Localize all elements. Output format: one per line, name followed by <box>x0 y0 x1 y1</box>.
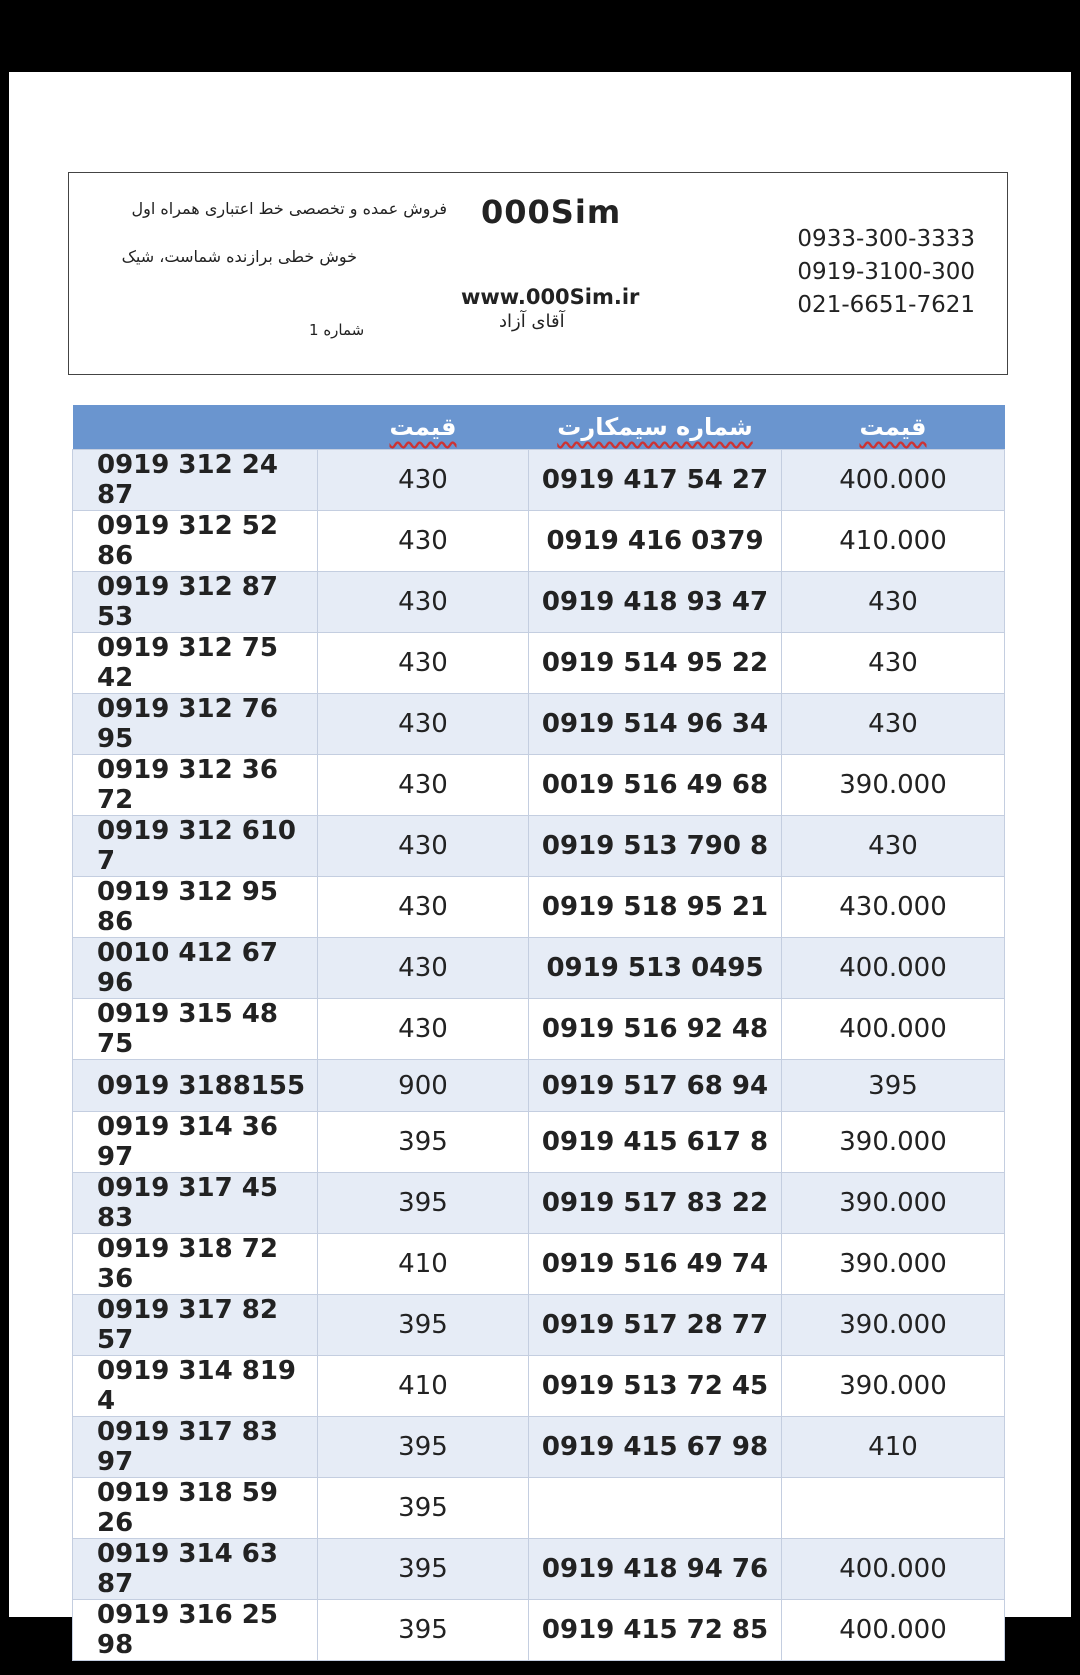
sim-number-cell: 0919 318 59 26 <box>73 1478 318 1539</box>
price-cell: 395 <box>782 1060 1005 1112</box>
sim-number-cell: 0919 318 72 36 <box>73 1234 318 1295</box>
price-cell: 430.000 <box>782 877 1005 938</box>
price-cell: 430 <box>782 633 1005 694</box>
sim-number-cell: 0919 312 75 42 <box>73 633 318 694</box>
price-cell: 430 <box>782 572 1005 633</box>
sim-number-cell: 0919 418 93 47 <box>529 572 782 633</box>
price-cell: 430 <box>318 511 529 572</box>
description-line-1: فروش عمده و تخصصی خط اعتباری همراه اول <box>131 199 447 218</box>
price-cell: 400.000 <box>782 1600 1005 1661</box>
document-page <box>9 72 1071 1660</box>
price-cell: 430 <box>318 633 529 694</box>
price-cell: 395 <box>318 1295 529 1356</box>
sim-number-cell: 0919 314 819 4 <box>73 1356 318 1417</box>
sim-number-cell: 0919 516 92 48 <box>529 999 782 1060</box>
price-cell: 395 <box>318 1112 529 1173</box>
price-cell: 390.000 <box>782 1295 1005 1356</box>
sim-number-cell: 0919 516 49 74 <box>529 1234 782 1295</box>
price-cell: 430 <box>318 694 529 755</box>
table-row <box>73 694 1005 755</box>
price-cell: 395 <box>318 1600 529 1661</box>
price-cell: 430 <box>318 450 529 511</box>
phone-number: 0919-3100-300 <box>797 259 975 285</box>
price-cell: 400.000 <box>782 450 1005 511</box>
sim-number-cell: 0919 416 0379 <box>529 511 782 572</box>
table-row <box>73 1600 1005 1661</box>
sim-number-cell: 0919 415 67 98 <box>529 1417 782 1478</box>
price-cell: 395 <box>318 1539 529 1600</box>
website-url: www.000Sim.ir <box>461 285 640 309</box>
table-row <box>73 1539 1005 1600</box>
sim-number-cell: 0919 415 72 85 <box>529 1600 782 1661</box>
price-cell: 400.000 <box>782 999 1005 1060</box>
price-cell: 395 <box>318 1173 529 1234</box>
price-cell: 430 <box>318 755 529 816</box>
sim-number-cell: 0919 517 28 77 <box>529 1295 782 1356</box>
price-cell: 400.000 <box>782 1539 1005 1600</box>
sim-number-cell: 0919 418 94 76 <box>529 1539 782 1600</box>
table-row <box>73 877 1005 938</box>
price-cell: 430 <box>318 877 529 938</box>
price-cell: 430 <box>318 816 529 877</box>
sim-number-cell: 0919 314 63 87 <box>73 1539 318 1600</box>
contact-person: آقای آزاد <box>499 311 565 332</box>
price-cell: 410.000 <box>782 511 1005 572</box>
price-cell: 430 <box>318 999 529 1060</box>
price-cell: 390.000 <box>782 755 1005 816</box>
sim-number-cell: 0919 513 72 45 <box>529 1356 782 1417</box>
price-cell <box>782 1478 1005 1539</box>
sim-number-cell: 0919 317 83 97 <box>73 1417 318 1478</box>
sim-number-cell: 0919 312 95 86 <box>73 877 318 938</box>
sim-number-cell: 0010 412 67 96 <box>73 938 318 999</box>
table-row <box>73 633 1005 694</box>
table-row <box>73 511 1005 572</box>
table-row <box>73 1478 1005 1539</box>
price-cell: 390.000 <box>782 1234 1005 1295</box>
table-row <box>73 1356 1005 1417</box>
table-row <box>73 1173 1005 1234</box>
price-cell: 390.000 <box>782 1356 1005 1417</box>
sim-number-cell: 0919 417 54 27 <box>529 450 782 511</box>
phone-list <box>797 223 975 322</box>
price-cell: 410 <box>318 1234 529 1295</box>
description-line-2: خوش خطی برازنده شماست، شیک <box>121 247 357 266</box>
price-cell: 390.000 <box>782 1112 1005 1173</box>
table-row <box>73 1417 1005 1478</box>
table-row <box>73 999 1005 1060</box>
price-cell: 430 <box>318 938 529 999</box>
phone-number: 021-6651-7621 <box>797 292 975 318</box>
column-header-price: قیمت <box>782 405 1005 450</box>
sim-number-cell: 0919 518 95 21 <box>529 877 782 938</box>
price-cell: 400.000 <box>782 938 1005 999</box>
sim-number-cell: 0019 516 49 68 <box>529 755 782 816</box>
table-row <box>73 755 1005 816</box>
sim-number-cell: 0919 314 36 97 <box>73 1112 318 1173</box>
sim-number-cell: 0919 315 48 75 <box>73 999 318 1060</box>
price-cell: 395 <box>318 1478 529 1539</box>
sim-number-cell: 0919 517 83 22 <box>529 1173 782 1234</box>
table-row <box>73 450 1005 511</box>
price-cell: 395 <box>318 1417 529 1478</box>
sim-number-cell: 0919 517 68 94 <box>529 1060 782 1112</box>
sim-number-cell: 0919 415 617 8 <box>529 1112 782 1173</box>
sim-number-cell: 0919 312 76 95 <box>73 694 318 755</box>
sim-number-cell: 0919 312 24 87 <box>73 450 318 511</box>
sim-number-table <box>72 405 1005 1661</box>
header-box <box>68 172 1008 375</box>
table-row <box>73 1295 1005 1356</box>
sim-number-cell: 0919 513 790 8 <box>529 816 782 877</box>
price-cell: 900 <box>318 1060 529 1112</box>
sim-number-cell: 0919 316 25 98 <box>73 1600 318 1661</box>
sim-number-cell: 0919 312 87 53 <box>73 572 318 633</box>
price-cell: 410 <box>782 1417 1005 1478</box>
column-header-sim-number: شماره سیمکارت <box>529 405 782 450</box>
table-row <box>73 1060 1005 1112</box>
phone-number: 0933-300-3333 <box>797 226 975 252</box>
brand-name: 000Sim <box>481 193 622 231</box>
sim-number-cell: 0919 3188155 <box>73 1060 318 1112</box>
sim-number-cell: 0919 312 36 72 <box>73 755 318 816</box>
sim-number-cell: 0919 513 0495 <box>529 938 782 999</box>
price-cell: 430 <box>782 694 1005 755</box>
table-row <box>73 572 1005 633</box>
sim-number-cell: 0919 317 82 57 <box>73 1295 318 1356</box>
table-row <box>73 1234 1005 1295</box>
price-cell: 410 <box>318 1356 529 1417</box>
column-header-price: قیمت <box>318 405 529 450</box>
price-cell: 430 <box>782 816 1005 877</box>
price-cell: 430 <box>318 572 529 633</box>
table-header-row <box>73 405 1005 450</box>
table-row <box>73 816 1005 877</box>
issue-number: شماره 1 <box>309 321 365 339</box>
table-row <box>73 938 1005 999</box>
column-header-blank <box>73 405 318 450</box>
sim-number-cell: 0919 514 96 34 <box>529 694 782 755</box>
price-cell: 390.000 <box>782 1173 1005 1234</box>
sim-number-cell: 0919 312 610 7 <box>73 816 318 877</box>
sim-number-cell: 0919 312 52 86 <box>73 511 318 572</box>
sim-number-cell: 0919 514 95 22 <box>529 633 782 694</box>
sim-number-cell <box>529 1478 782 1539</box>
table-row <box>73 1112 1005 1173</box>
sim-number-cell: 0919 317 45 83 <box>73 1173 318 1234</box>
